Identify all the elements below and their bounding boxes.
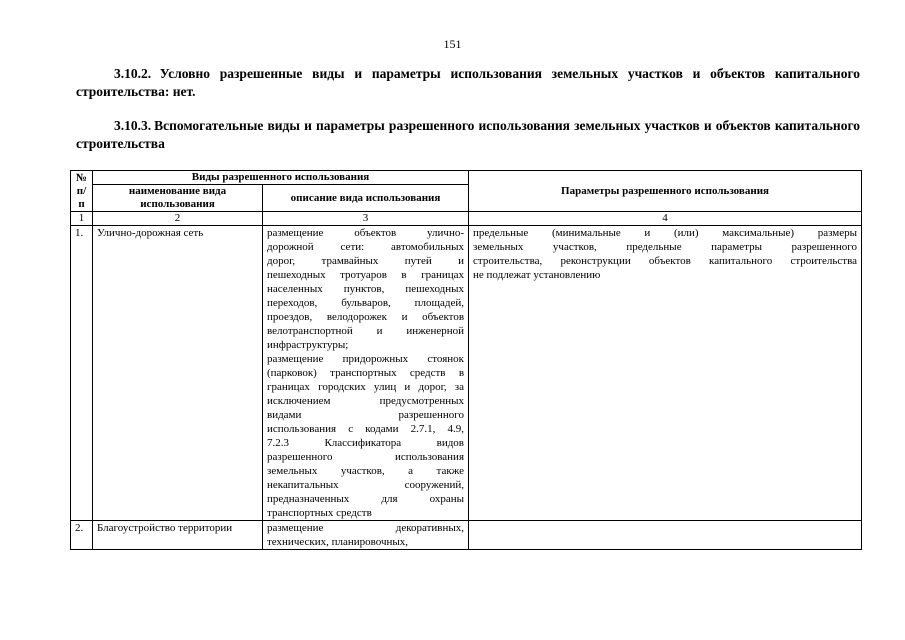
cell-line: строительства, реконструкции объектов капитального строительства xyxy=(473,255,857,267)
cell-line: дорожной сети: автомобильных xyxy=(267,241,465,253)
column-number: 1 xyxy=(71,212,93,226)
section-3-10-2 xyxy=(76,65,860,101)
page-number: 151 xyxy=(443,37,462,51)
cell-line: переходов, бульваров, площадей, xyxy=(267,297,465,309)
cell-line: земельных участков, а также xyxy=(267,465,465,477)
cell-line: использования с кодами 2.7.1, 4.9, xyxy=(267,423,465,435)
section-title: Условно разрешенные виды и параметры использования земельных участков и объектов капитального строительства: нет. xyxy=(76,66,860,99)
table-row xyxy=(71,226,862,521)
cell-line: размещение объектов улично- xyxy=(267,227,465,239)
section-3-10-3 xyxy=(76,117,860,153)
cell-line: транспортных средств xyxy=(267,507,372,519)
header-description: описание вида использования xyxy=(263,185,469,212)
cell-line: земельных участков, предельные параметры разрешенного xyxy=(473,241,857,253)
use-description xyxy=(263,226,469,521)
section-number: 3.10.2. xyxy=(114,66,152,81)
use-params xyxy=(469,521,862,550)
section-number: 3.10.3. xyxy=(114,118,152,133)
cell-line: инфраструктуры; xyxy=(267,339,349,351)
use-params xyxy=(469,226,862,521)
use-description xyxy=(263,521,469,550)
cell-line: видами разрешенного xyxy=(267,409,465,421)
cell-line: предназначенных для охраны xyxy=(267,493,465,505)
cell-line: населенных пунктов, пешеходных xyxy=(267,283,465,295)
header-group: Виды разрешенного использования xyxy=(93,171,469,185)
cell-line: велотранспортной и инженерной xyxy=(267,325,465,337)
cell-line: предельные (минимальные и (или) максимальные) размеры xyxy=(473,227,857,239)
permitted-use-table xyxy=(70,170,862,550)
cell-line: размещение придорожных стоянок xyxy=(267,353,465,365)
cell-line: размещение декоративных, xyxy=(267,522,465,534)
column-number: 2 xyxy=(93,212,263,226)
cell-line: (парковок) транспортных средств в xyxy=(267,367,465,379)
use-name: Благоустройство территории xyxy=(93,521,263,550)
row-number: 2. xyxy=(71,521,93,550)
cell-line: разрешенного использования xyxy=(267,451,465,463)
cell-line: некапитальных сооружений, xyxy=(267,479,465,491)
cell-line: не подлежат установлению xyxy=(473,269,601,281)
cell-line: исключением предусмотренных xyxy=(267,395,465,407)
column-number: 4 xyxy=(469,212,862,226)
row-number: 1. xyxy=(71,226,93,521)
header-number: № п/п xyxy=(71,171,93,212)
use-name: Улично-дорожная сеть xyxy=(93,226,263,521)
cell-line: дорог, трамвайных путей и xyxy=(267,255,465,267)
column-numbers-row xyxy=(71,212,862,226)
header-name: наименование вида использования xyxy=(93,185,263,212)
cell-line: 7.2.3 Классификатора видов xyxy=(267,437,465,449)
column-number: 3 xyxy=(263,212,469,226)
header-params: Параметры разрешенного использования xyxy=(469,171,862,212)
cell-line: технических, планировочных, xyxy=(267,536,409,548)
cell-line: пешеходных тротуаров в границах xyxy=(267,269,465,281)
cell-line: границах городских улиц и дорог, за xyxy=(267,381,465,393)
section-title: Вспомогательные виды и параметры разрешенного использования земельных участков и объектов капитального строительства xyxy=(76,118,860,151)
cell-line: проездов, велодорожек и объектов xyxy=(267,311,465,323)
table-row xyxy=(71,521,862,550)
